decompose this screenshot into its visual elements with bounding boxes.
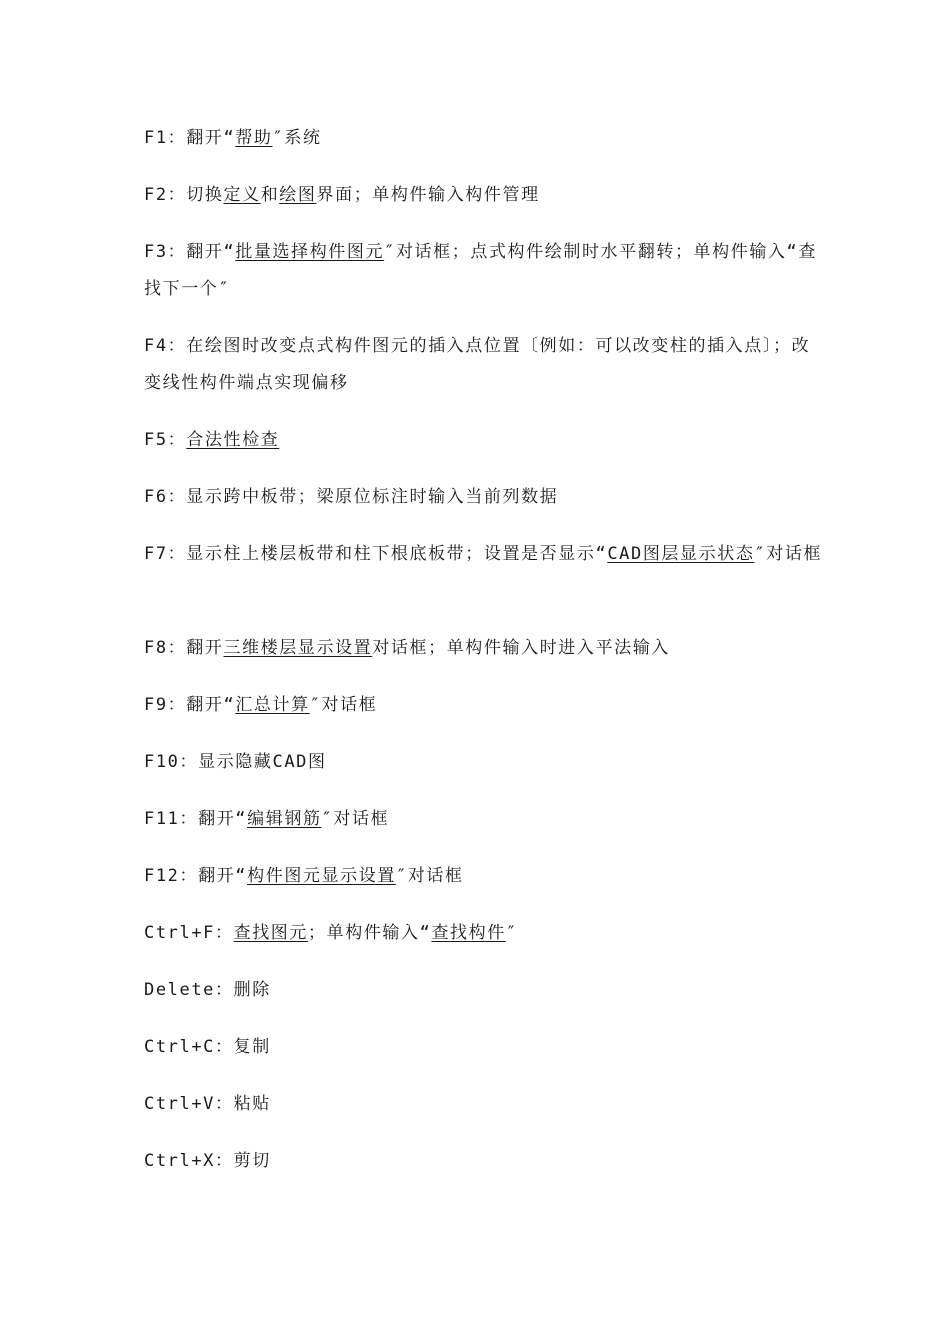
shortcut-entry: [144, 536, 824, 573]
shortcut-text: ″对话框: [321, 809, 390, 829]
shortcut-link-term: 绘图: [279, 185, 317, 205]
shortcut-text: ″对话框；点式构件绘制时水平翻转；单构件输入“查找下一个″: [144, 242, 817, 299]
shortcut-text: F7：显示柱上楼层板带和柱下根底板带；设置是否显示“: [144, 544, 608, 564]
shortcut-text: ″系统: [272, 128, 322, 148]
shortcut-text: ″对话框: [395, 866, 464, 886]
shortcut-text: Ctrl+X：剪切: [144, 1151, 271, 1171]
shortcut-entry: [144, 915, 824, 952]
shortcut-link-term: 批量选择构件图元: [235, 242, 385, 262]
shortcut-text: Ctrl+F：: [144, 923, 234, 943]
shortcut-text: 界面；单构件输入构件管理: [316, 185, 540, 205]
shortcut-text: Delete：删除: [144, 980, 271, 1000]
shortcut-entry: [144, 1143, 824, 1180]
shortcut-text: F3：翻开“: [144, 242, 236, 262]
shortcut-text: F11：翻开“: [144, 809, 248, 829]
shortcut-entry: [144, 801, 824, 838]
shortcut-text: ；单构件输入“: [308, 923, 432, 943]
shortcut-entry: [144, 858, 824, 895]
shortcut-entry: [144, 479, 824, 516]
shortcut-text: F8：翻开: [144, 638, 224, 658]
shortcut-link-term: 编辑钢筋: [247, 809, 322, 829]
shortcut-text: F6：显示跨中板带；梁原位标注时输入当前列数据: [144, 487, 559, 507]
shortcut-entry: [144, 972, 824, 1009]
shortcut-text: F2：切换: [144, 185, 224, 205]
shortcut-text: F9：翻开“: [144, 695, 236, 715]
shortcut-link-term: 构件图元显示设置: [247, 866, 396, 886]
shortcut-entry: [144, 328, 824, 402]
shortcut-text: F5：: [144, 430, 187, 450]
shortcut-text: 对话框；单构件输入时进入平法输入: [372, 638, 670, 658]
shortcut-text: F10：显示隐藏CAD图: [144, 752, 327, 772]
shortcut-text: F1：翻开“: [144, 128, 236, 148]
shortcut-entry: [144, 1029, 824, 1066]
shortcut-entry: [144, 744, 824, 781]
shortcut-entry: [144, 177, 824, 214]
shortcut-entry: [144, 1086, 824, 1123]
shortcut-text: Ctrl+C：复制: [144, 1037, 271, 1057]
shortcut-link-term: 汇总计算: [235, 695, 310, 715]
shortcut-text: ″对话框: [754, 544, 823, 564]
shortcut-text: Ctrl+V：粘贴: [144, 1094, 271, 1114]
shortcut-text: ″: [505, 923, 518, 943]
shortcut-text: 和: [260, 185, 280, 205]
shortcut-text: F12：翻开“: [144, 866, 248, 886]
shortcut-link-term: 三维楼层显示设置: [223, 638, 373, 658]
shortcut-entry: [144, 687, 824, 724]
shortcut-entry: [144, 120, 824, 157]
shortcut-link-term: 查找图元: [233, 923, 309, 943]
shortcut-text: ″对话框: [309, 695, 378, 715]
shortcut-link-term: 定义: [223, 185, 261, 205]
shortcut-text: F4：在绘图时改变点式构件图元的插入点位置〔例如：可以改变柱的插入点〕；改变线性构件端点实现偏移: [144, 336, 811, 393]
shortcut-entry: [144, 422, 824, 459]
shortcut-entry: [144, 234, 824, 308]
shortcut-link-term: 帮助: [235, 128, 273, 148]
shortcut-link-term: 合法性检查: [186, 430, 280, 450]
shortcut-entry: [144, 630, 824, 667]
shortcut-link-term: CAD图层显示状态: [607, 544, 755, 564]
shortcut-link-term: 查找构件: [431, 923, 506, 943]
